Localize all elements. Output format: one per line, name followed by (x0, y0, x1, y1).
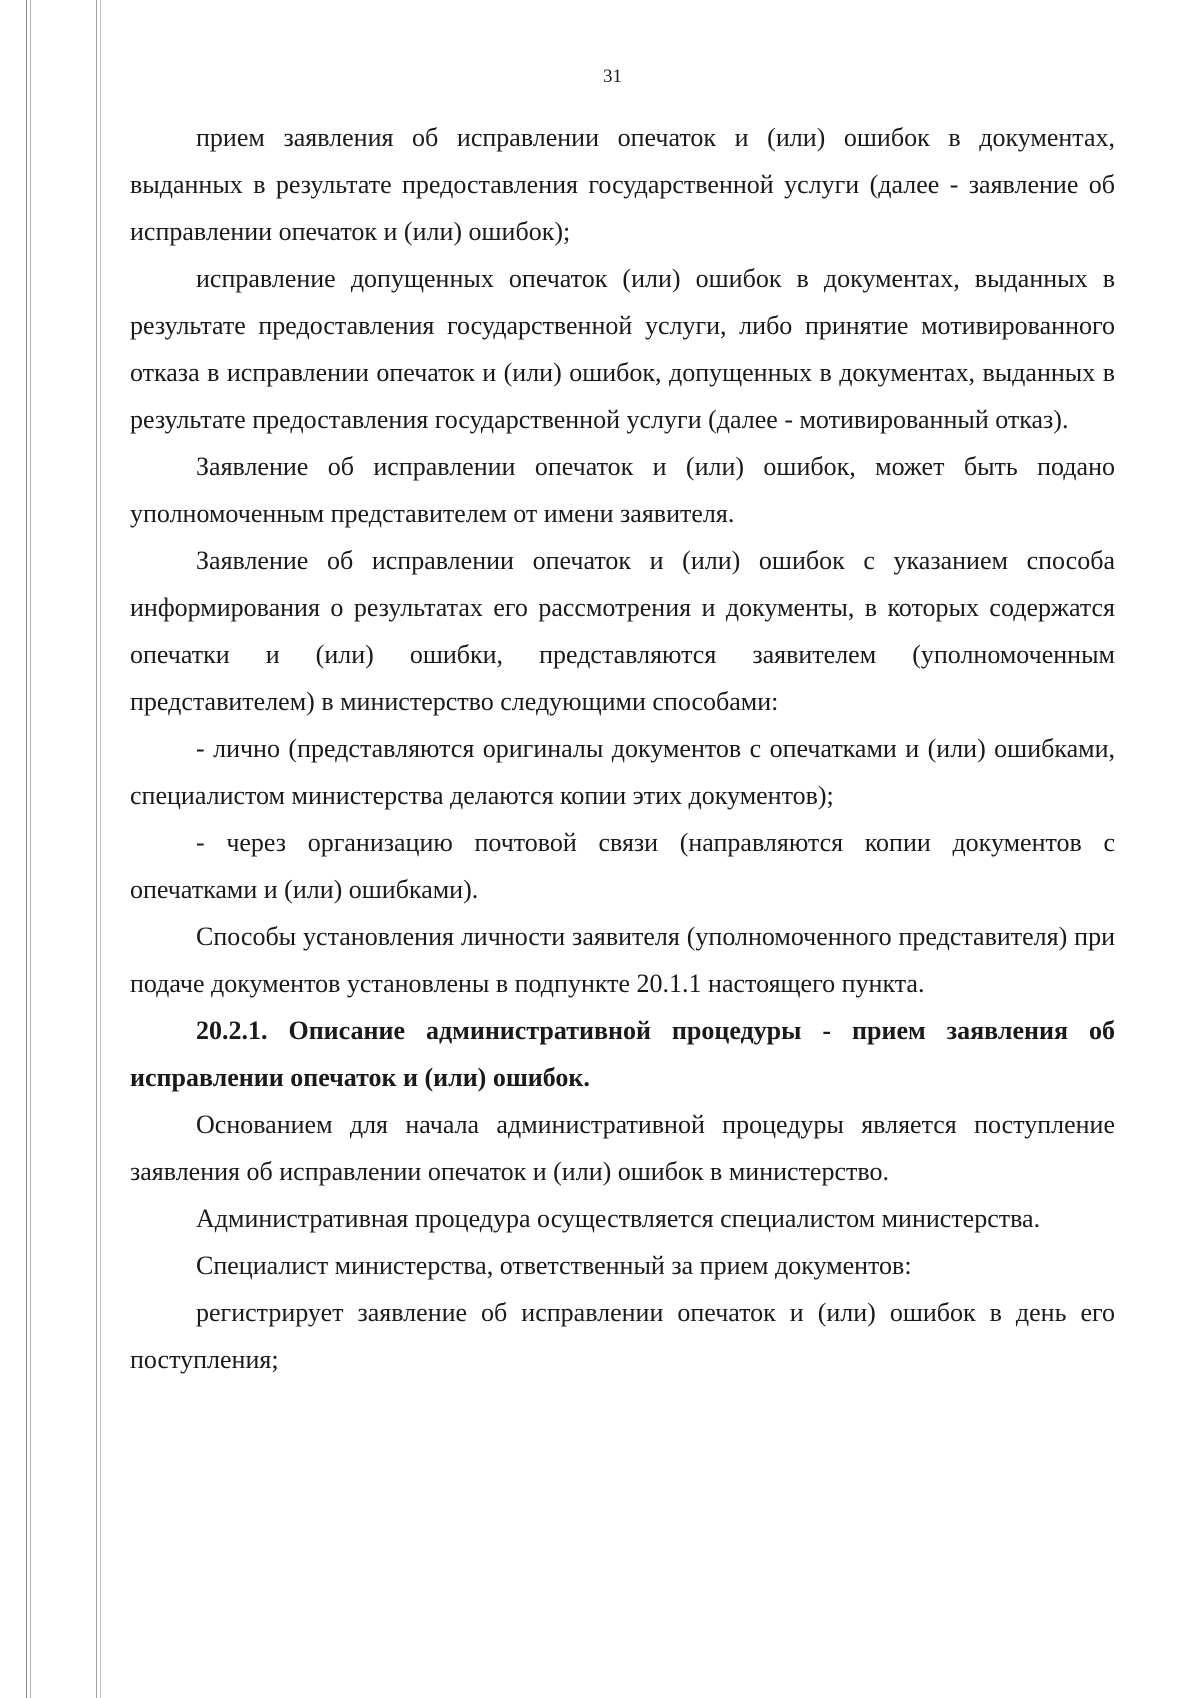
paragraph-correction-or-refusal: исправление допущенных опечаток (или) ошибок в документах, выданных в результате предоставления государственной услуги, либо принятие мотивированного отказа в исправлении опечаток и (или) ошибок, допущенных в документах, выданных в результате предоставления государственной услуги (далее - мотивированный отказ). (130, 264, 1115, 434)
paragraph-specialist-duties: Специалист министерства, ответственный за прием документов: (196, 1251, 912, 1280)
paragraph-grounds: Основанием для начала административной процедуры является поступление заявления об исправлении опечаток и (или) ошибок в министерство. (130, 1110, 1115, 1186)
paragraph-in-person: - лично (представляются оригиналы документов с опечатками и (или) ошибками, специалистом министерства делаются копии этих документов); (130, 734, 1115, 810)
paragraph-receipt-of-application: прием заявления об исправлении опечаток и (или) ошибок в документах, выданных в результате предоставления государственной услуги (далее - заявление об исправлении опечаток и (или) ошибок); (130, 123, 1115, 246)
margin-line (100, 0, 101, 1698)
margin-line (96, 0, 97, 1698)
paragraph-responsible-specialist: Административная процедура осуществляется специалистом министерства. (196, 1204, 1041, 1233)
paragraph-submission-methods: Заявление об исправлении опечаток и (или) ошибок с указанием способа информирования о результатах его рассмотрения и документы, в которых содержатся опечатки и (или) ошибки, представляются заявителем (уполномоченным представителем) в министерство следующими способами: (130, 546, 1115, 716)
paragraph-identity-verification: Способы установления личности заявителя (уполномоченного представителя) при подаче документов установлены в подпункте 20.1.1 настоящего пункта. (130, 922, 1115, 998)
binding-edge-line (30, 0, 31, 1698)
paragraph-by-post: - через организацию почтовой связи (направляются копии документов с опечатками и (или) ошибками). (130, 828, 1115, 904)
section-heading-20-2-1: 20.2.1. Описание административной процедуры - прием заявления об исправлении опечаток и (или) ошибок. (130, 1016, 1115, 1092)
document-body (130, 114, 1115, 1383)
page-number: 31 (603, 66, 622, 87)
paragraph-registration: регистрирует заявление об исправлении опечаток и (или) ошибок в день его поступления; (130, 1298, 1115, 1374)
paragraph-representative-filing: Заявление об исправлении опечаток и (или) ошибок, может быть подано уполномоченным представителем от имени заявителя. (130, 452, 1115, 528)
binding-edge-line (26, 0, 27, 1698)
